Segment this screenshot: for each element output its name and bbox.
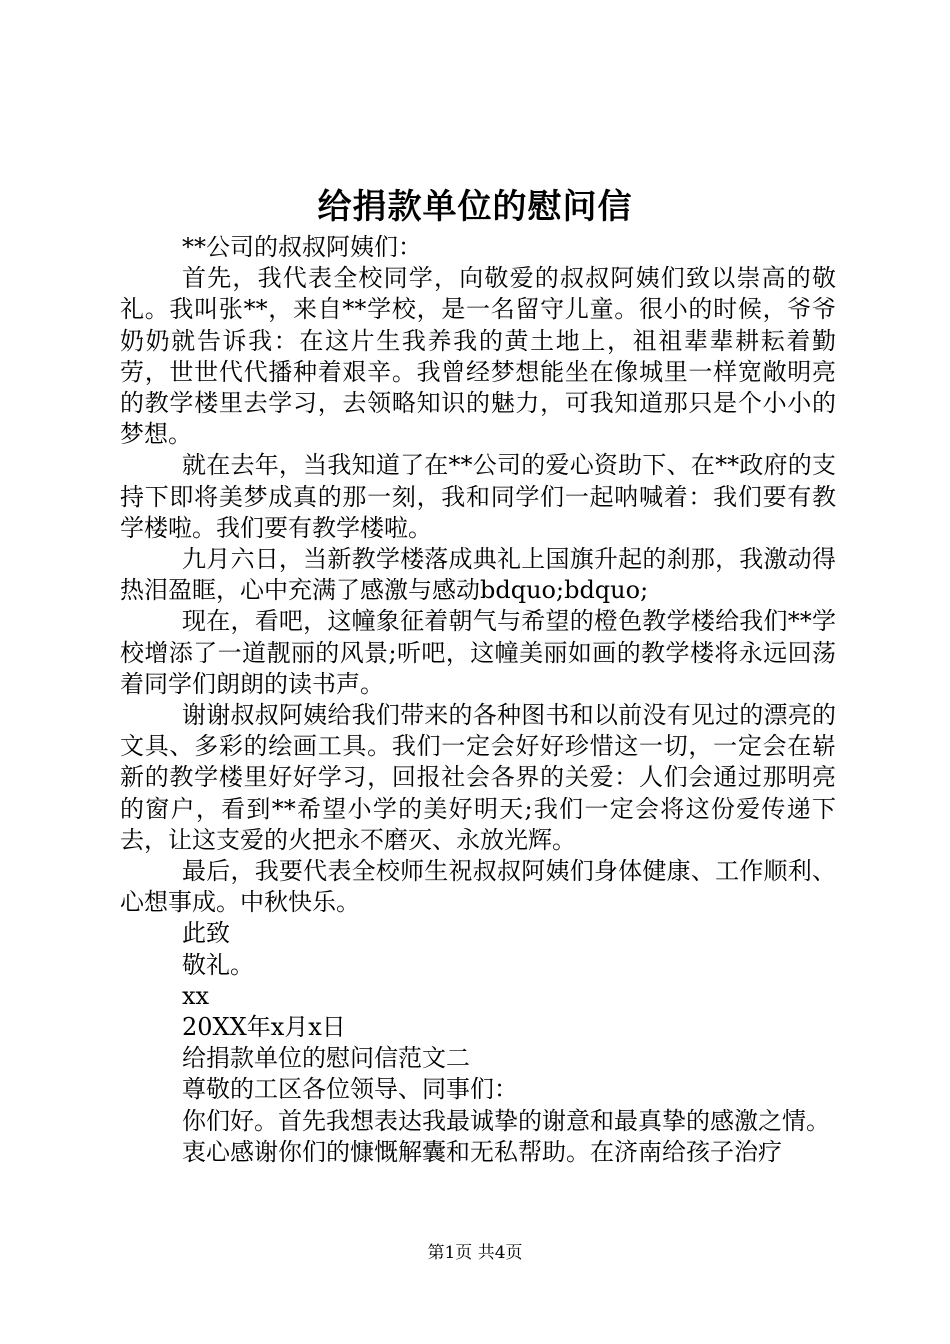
document-body xyxy=(120,232,836,1168)
second-letter-paragraph-2: 衷心感谢你们的慷慨解囊和无私帮助。在济南给孩子治疗 xyxy=(182,1137,782,1166)
second-letter-paragraph-1: 你们好。首先我想表达我最诚挚的谢意和最真挚的感激之情。 xyxy=(182,1106,830,1135)
paragraph-september: 九月六日，当新教学楼落成典礼上国旗升起的刹那，我激动得热泪盈眶，心中充满了感激与感动bdquo;bdquo; xyxy=(120,545,836,605)
closing-line-2: 敬礼。 xyxy=(182,950,254,979)
paragraph-closing-wishes: 最后，我要代表全校师生祝叔叔阿姨们身体健康、工作顺利、心想事成。中秋快乐。 xyxy=(120,857,836,917)
page-number: 第1页 共4页 xyxy=(427,1243,523,1263)
paragraph-introduction: 首先，我代表全校同学，向敬爱的叔叔阿姨们致以崇高的敬礼。我叫张**，来自**学校，是一名留守儿童。很小的时候，爷爷奶奶就告诉我：在这片生我养我的黄土地上，祖祖辈辈耕耘着勤劳，世世代代播种着艰辛。我曾经梦想能坐在像城里一样宽敞明亮的教学楼里去学习，去领略知识的魅力，可我知道那只是个小小的梦想。 xyxy=(120,264,836,449)
paragraph-last-year: 就在去年，当我知道了在**公司的爱心资助下、在**政府的支持下即将美梦成真的那一刻，我和同学们一起呐喊着：我们要有教学楼啦。我们要有教学楼啦。 xyxy=(120,451,836,542)
signature: xx xyxy=(182,981,210,1010)
second-letter-heading: 给捐款单位的慰问信范文二 xyxy=(182,1044,470,1073)
closing-line-1: 此致 xyxy=(182,919,230,948)
salutation: **公司的叔叔阿姨们： xyxy=(182,233,422,261)
date-line: 20XX年x月x日 xyxy=(182,1013,346,1042)
document-title: 给捐款单位的慰问信 xyxy=(317,187,633,227)
paragraph-now: 现在，看吧，这幢象征着朝气与希望的橙色教学楼给我们**学校增添了一道靓丽的风景;听吧，这幢美丽如画的教学楼将永远回荡着同学们朗朗的读书声。 xyxy=(120,607,836,698)
paragraph-thanks: 谢谢叔叔阿姨给我们带来的各种图书和以前没有见过的漂亮的文具、多彩的绘画工具。我们一定会好好珍惜这一切，一定会在崭新的教学楼里好好学习，回报社会各界的关爱：人们会通过那明亮的窗户，看到**希望小学的美好明天;我们一定会将这份爱传递下去，让这支爱的火把永不磨灭、永放光辉。 xyxy=(120,701,836,854)
second-letter-salutation: 尊敬的工区各位领导、同事们： xyxy=(182,1075,518,1104)
